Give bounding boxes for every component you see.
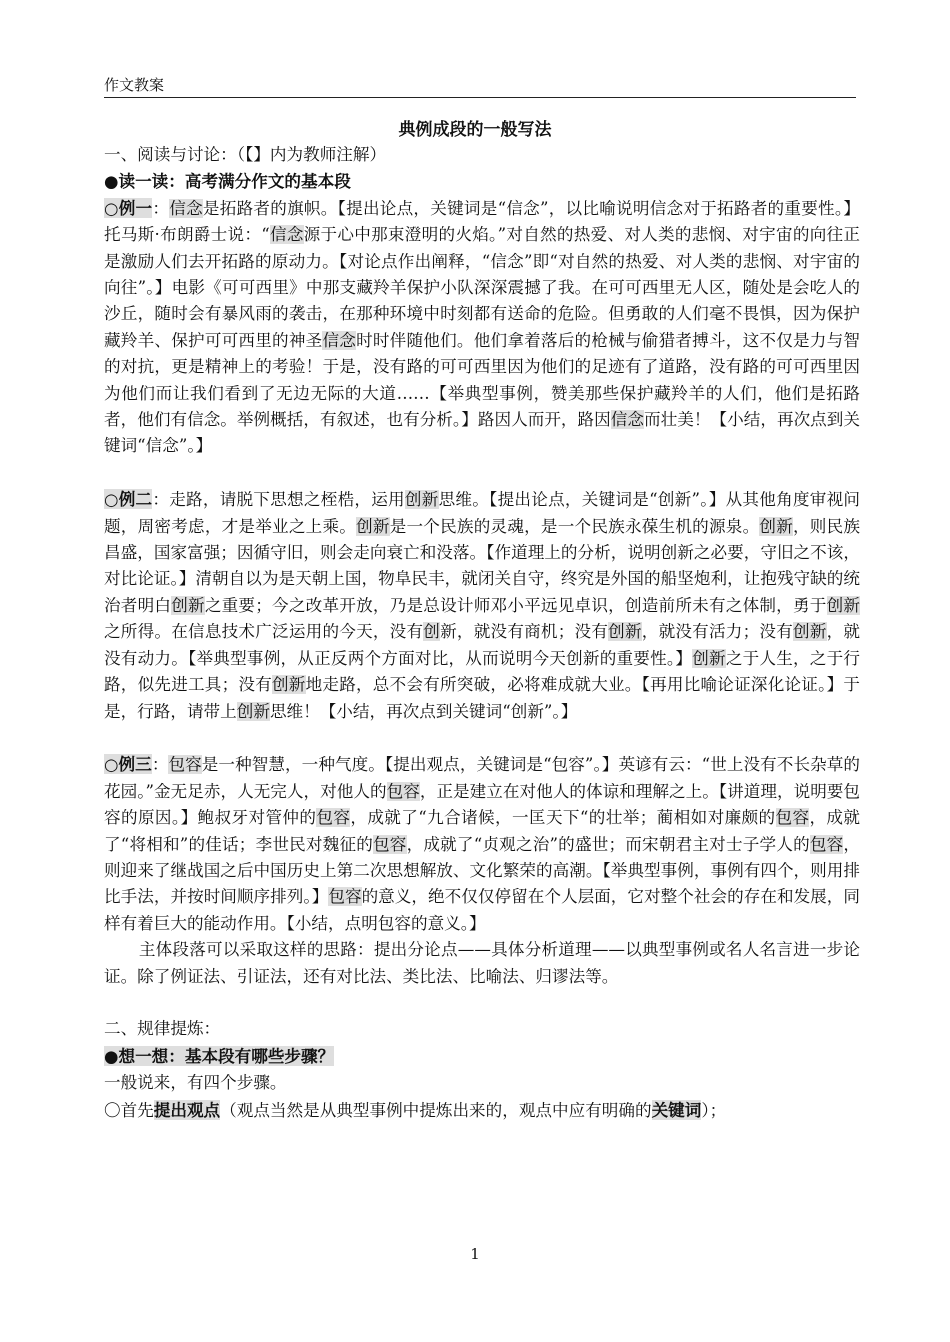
section1-heading: 一、阅读与讨论：（【】内为教师注解） (104, 145, 387, 164)
keyword-highlight: 信念 (269, 225, 304, 245)
page-header: 作文教案 (104, 73, 856, 98)
page-title: 典例成段的一般写法 (398, 120, 552, 140)
section2-subheading: ●想一想：基本段有哪些步骤？ (104, 1045, 335, 1066)
keyword-highlight: 关键词 (651, 1099, 702, 1120)
keyword-highlight: 创新 (356, 516, 390, 536)
summary-paragraph: 主体段落可以采取这样的思路：提出分论点——具体分析道理——以典型事例或名人名言进一步论证。除了例证法、引证法，还有对比法、类比法、比喻法、归谬法等。 (104, 940, 860, 986)
keyword-highlight: 创新 (171, 595, 205, 615)
example1-paragraph: ○例一：信念是拓路者的旗帜。【提出论点，关键词是“信念”，以比喻说明信念对于拓路者的重要性。】托马斯·布朗爵士说：“信念源于心中那束澄明的火焰。”对自然的热爱、对人类的悲悯、对宇宙的向往正是激励人们去开拓路的原动力。【对论点作出阐释，“信念”即“对自然的热爱、对人类的悲悯、对宇宙的向往”。】电影《可可西里》中那支藏羚羊保护小队深深震撼了我。在可可西里无人区，随处是会吃人的沙丘，随时会有暴风雨的袭击，在那种环境中时刻都有送命的危险。但勇敢的人们毫不畏惧，因为保护藏羚羊、保护可可西里的神圣信念时时伴随他们。他们拿着落后的枪械与偷猎者搏斗，这不仅是力与智的对抗，更是精神上的考验！于是，没有路的可可西里因为他们的足迹有了道路，没有路的可可西里因为他们而让我们看到了无边无际的大道……【举典型事例，赞美那些保护藏羚羊的人们，他们是拓路者，他们有信念。举例概括，有叙述，也有分析。】路因人而开，路因信念而壮美！【小结，再次点到关键词“信念”。】 (104, 197, 861, 456)
paragraph-gap (104, 460, 860, 486)
keyword-highlight: 提出观点 (153, 1099, 221, 1120)
keyword-highlight: 创新 (692, 648, 726, 668)
keyword-highlight: 创新 (236, 701, 270, 721)
keyword-highlight: 创新 (608, 622, 642, 642)
keyword-highlight: 创新 (404, 490, 439, 510)
keyword-highlight: 创新 (759, 516, 793, 536)
keyword-highlight: 创 (423, 622, 441, 642)
paragraph-gap (104, 990, 860, 1016)
section2-heading: 二、规律提炼： (104, 1019, 221, 1039)
example-label: ○例二 (104, 489, 153, 510)
keyword-highlight: 包容 (373, 834, 407, 854)
paragraph-gap (104, 725, 860, 751)
section2-intro: 一般说来，有四个步骤。 (104, 1073, 287, 1093)
keyword-highlight: 包容 (328, 887, 362, 907)
example-label: ○例一 (104, 197, 153, 218)
keyword-highlight: 信念 (169, 198, 203, 218)
keyword-highlight: 信念 (610, 410, 645, 430)
keyword-highlight: 创新 (793, 622, 827, 642)
document-body (104, 142, 860, 1124)
example-label: ○例三 (104, 754, 152, 775)
keyword-highlight: 包容 (316, 808, 351, 828)
keyword-highlight: 包容 (775, 808, 810, 828)
section1-subheading: ●读一读：高考满分作文的基本段 (104, 171, 351, 192)
keyword-highlight: 包容 (809, 834, 844, 854)
keyword-highlight: 包容 (168, 755, 202, 775)
keyword-highlight: 包容 (386, 781, 420, 801)
keyword-highlight: 创新 (272, 675, 306, 695)
page-number: 1 (470, 1245, 480, 1263)
step1-paragraph: 〇首先提出观点（观点当然是从典型事例中提炼出来的，观点中应有明确的关键词）； (104, 1099, 727, 1120)
example2-paragraph: ○例二：走路，请脱下思想之桎梏，运用创新思维。【提出论点，关键词是“创新”。】从其他角度审视问题，周密考虑，才是举业之上乘。创新是一个民族的灵魂，是一个民族永葆生机的源泉。创新，则民族昌盛，国家富强；因循守旧，则会走向衰亡和没落。【作道理上的分析，说明创新之必要，守旧之不该，对比论证。】清朝自以为是天朝上国，物阜民丰，就闭关自守，终究是外国的船坚炮利，让抱残守缺的统治者明白创新之重要；今之改革开放，乃是总设计师邓小平远见卓识，创造前所未有之体制，勇于创新之所得。在信息技术广泛运用的今天，没有创新，就没有商机；没有创新，就没有活力；没有创新，就没有动力。【举典型事例，从正反两个方面对比，从而说明今天创新的重要性。】创新之于人生，之于行路，似先进工具；没有创新地走路，总不会有所突破，必将难成就大业。【再用比喻论证深化论证。】于是，行路，请带上创新思维！【小结，再次点到关键词“创新”。】 (104, 489, 861, 721)
keyword-highlight: 信念 (322, 330, 357, 350)
keyword-highlight: 创新 (826, 595, 861, 615)
example3-paragraph: ○例三：包容是一种智慧，一种气度。【提出观点，关键词是“包容”。】英谚有云：“世上没有不长杂草的花园。”金无足赤，人无完人，对他人的包容，正是建立在对他人的体谅和理解之上。【讲道理，说明要包容的原因。】鲍叔牙对管仲的包容，成就了“九合诸候，一匡天下“的壮举；蔺相如对廉颇的包容，成就了“将相和”的佳话；李世民对魏征的包容，成就了“贞观之治”的盛世；而宋朝君主对士子学人的包容，则迎来了继战国之后中国历史上第二次思想解放、文化繁荣的高潮。【举典型事例，事例有四个，则用排比手法，并按时间顺序排列。】包容的意义，绝不仅仅停留在个人层面，它对整个社会的存在和发展，同样有着巨大的能动作用。【小结，点明包容的意义。】 (104, 754, 861, 933)
